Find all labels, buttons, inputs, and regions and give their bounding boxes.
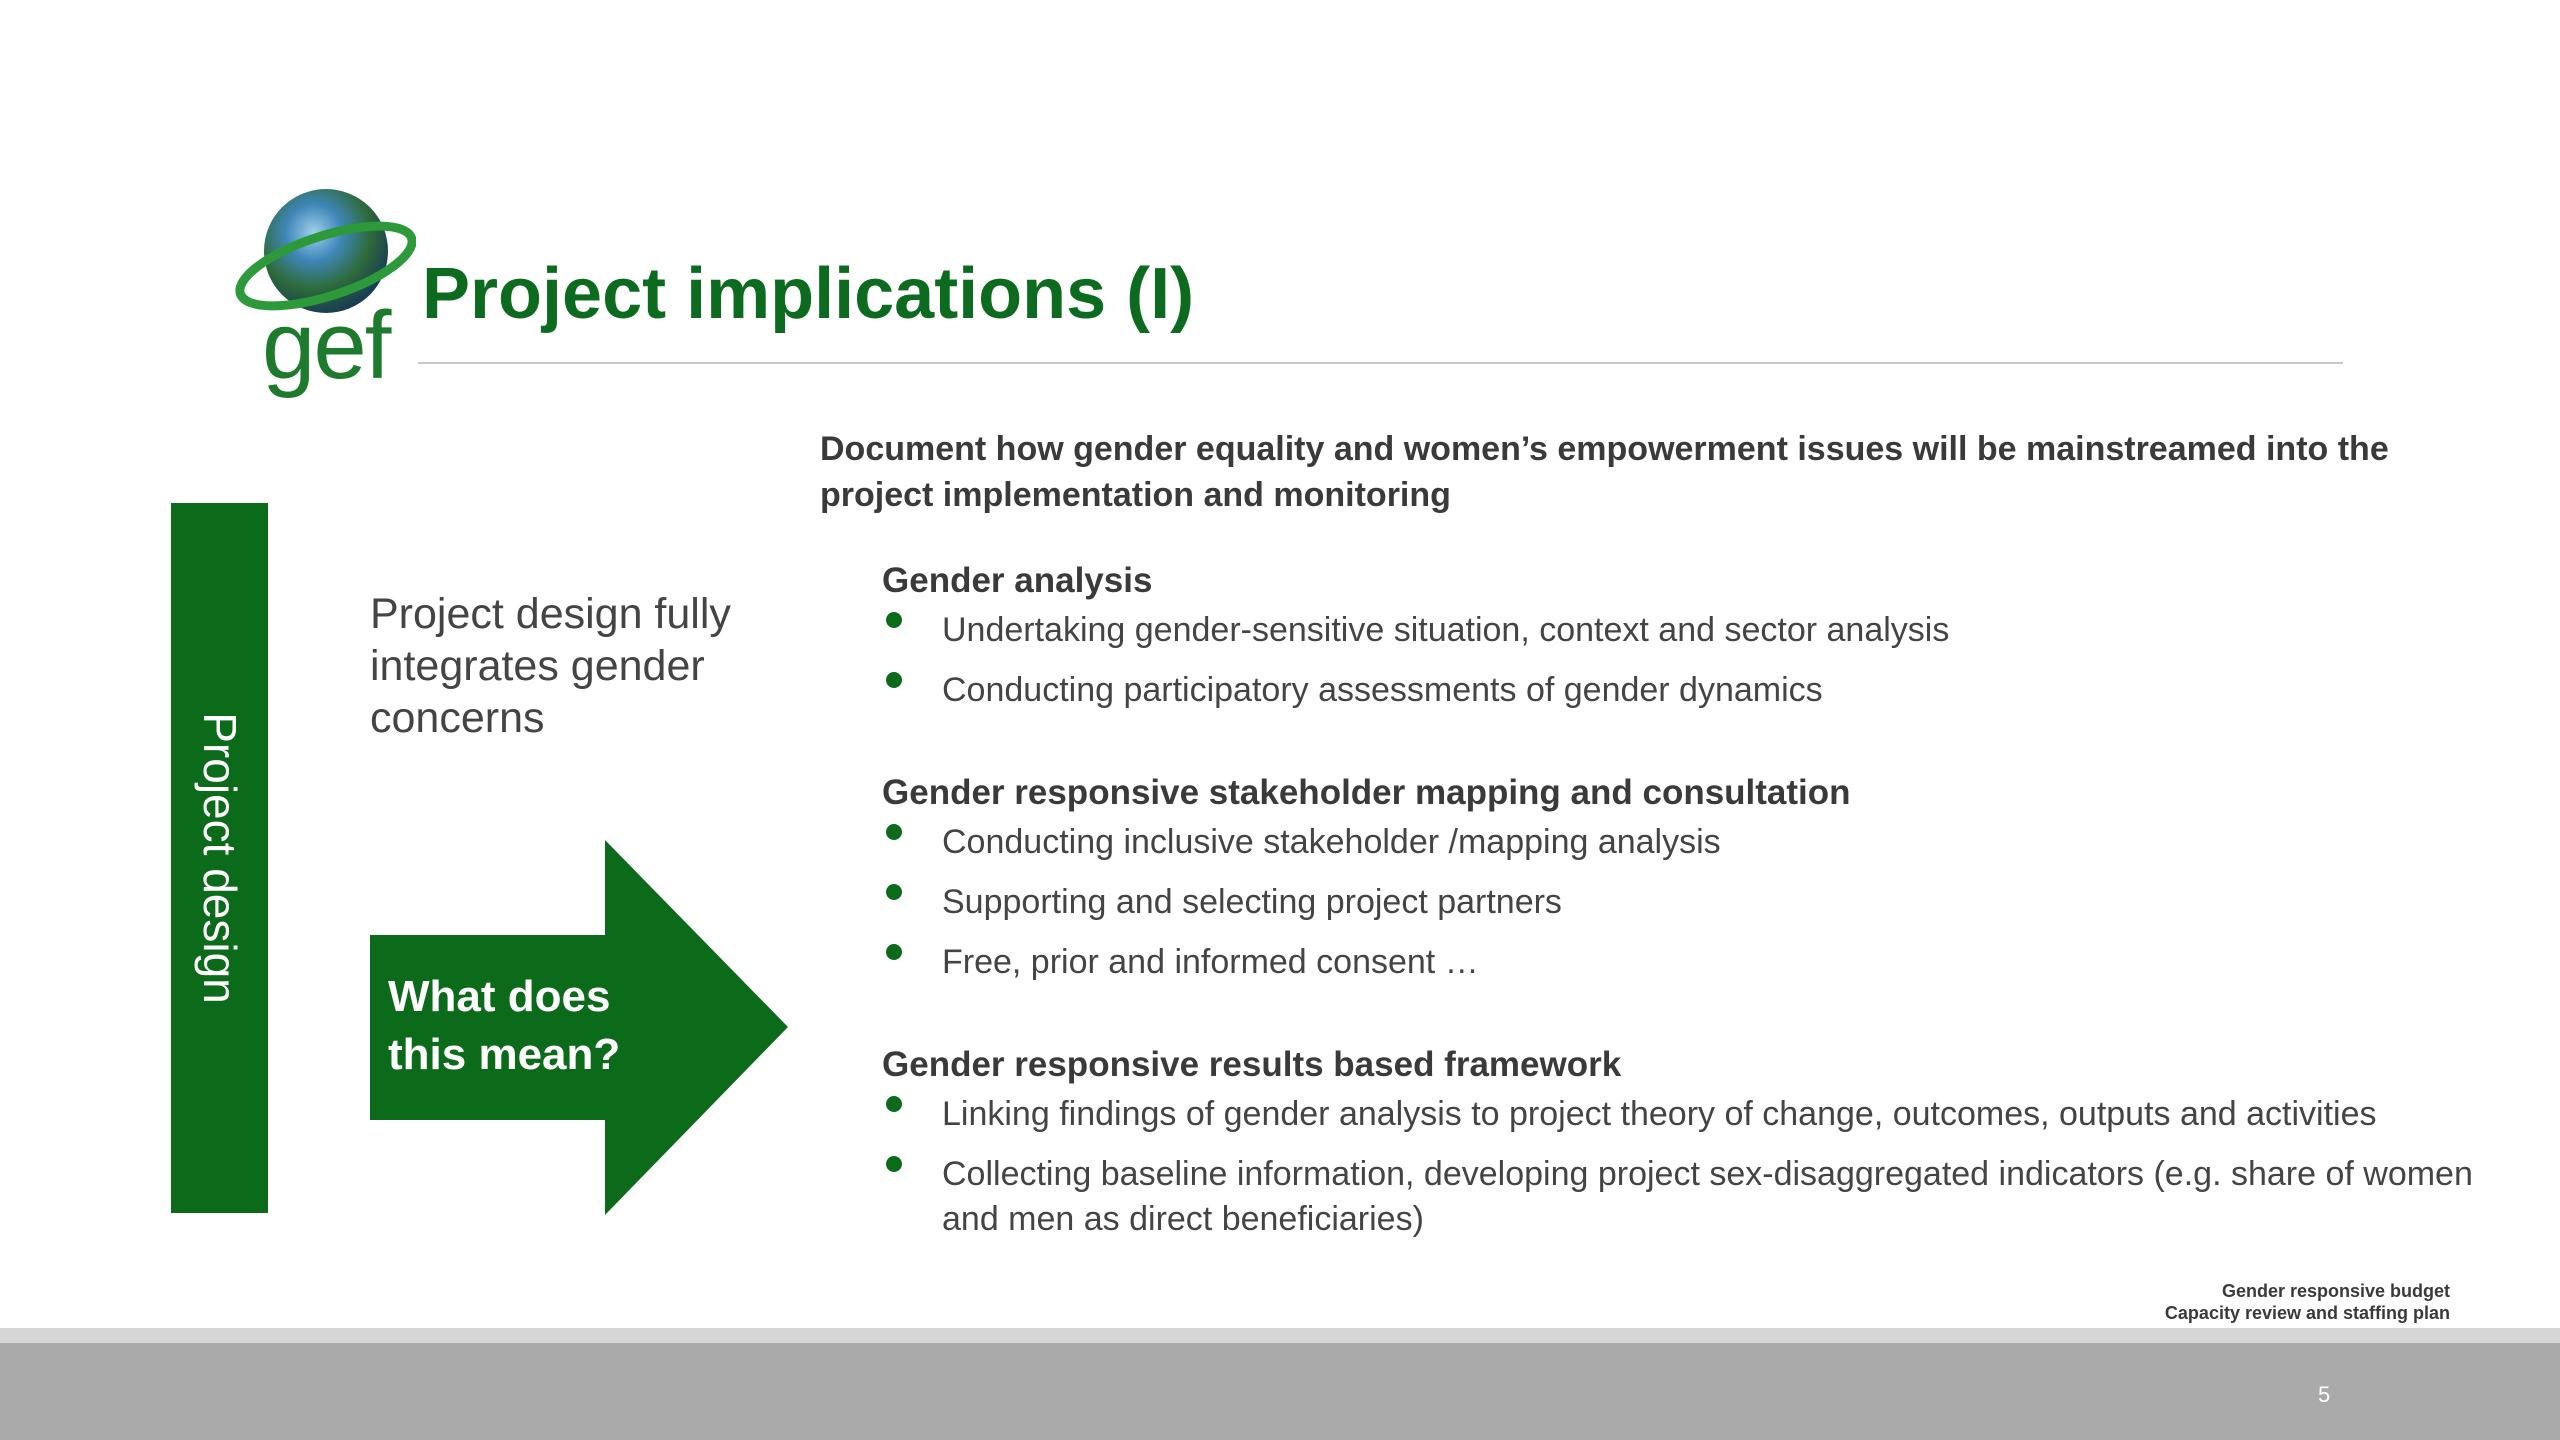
- list-item-text: Collecting baseline information, developing project sex-disaggregated indicators (e.g. share of women and men as direct beneficiaries): [942, 1155, 2473, 1238]
- list-item-text: Free, prior and informed consent …: [942, 943, 1479, 981]
- title-divider: [418, 362, 2343, 364]
- arrow-label: What does this mean?: [388, 972, 621, 1079]
- section-heading: Gender analysis: [882, 561, 1153, 600]
- bullet-icon: [886, 612, 902, 628]
- section-heading: Gender responsive results based framework: [882, 1045, 1622, 1084]
- bullet-icon: [886, 824, 902, 840]
- bullet-icon: [886, 884, 902, 900]
- bullet-icon: [886, 1096, 902, 1112]
- list-item: [882, 940, 2502, 985]
- bullet-icon: [886, 672, 902, 688]
- logo-text: gef: [262, 292, 390, 399]
- left-description: Project design fully integrates gender concerns: [370, 590, 731, 742]
- footer-bar: [0, 1328, 2560, 1440]
- sidebar-band: [171, 503, 268, 1213]
- footnote-line: Gender responsive budget: [2221, 1281, 2450, 1301]
- list-item-text: Linking findings of gender analysis to project theory of change, outcomes, outputs and activities: [942, 1095, 2377, 1133]
- bullet-icon: [886, 1156, 902, 1172]
- page-title: Project implications (I): [422, 254, 1195, 334]
- section-gender-analysis: [882, 558, 2502, 728]
- footnote-line: Capacity review and staffing plan: [2164, 1303, 2450, 1323]
- list-item: [882, 880, 2502, 925]
- section-stakeholder-mapping: [882, 770, 2502, 1000]
- list-item-text: Supporting and selecting project partners: [942, 883, 1562, 921]
- list-item: [882, 1092, 2502, 1137]
- list-item-text: Undertaking gender-sensitive situation, context and sector analysis: [942, 611, 1950, 649]
- list-item-text: Conducting participatory assessments of gender dynamics: [942, 671, 1823, 709]
- page-number: 5: [2318, 1382, 2331, 1407]
- footer-highlight: [0, 1328, 2560, 1343]
- bullet-icon: [886, 944, 902, 960]
- footnotes: [2165, 1280, 2450, 1324]
- section-heading: Gender responsive stakeholder mapping and consultation: [882, 773, 1851, 812]
- list-item: [882, 1152, 2502, 1242]
- list-item-text: Conducting inclusive stakeholder /mapping analysis: [942, 823, 1721, 861]
- list-item: [882, 608, 2502, 653]
- list-item: [882, 820, 2502, 865]
- sidebar-label: Project design: [193, 712, 246, 1004]
- list-item: [882, 668, 2502, 713]
- intro-text: Document how gender equality and women’s empowerment issues will be mainstreamed into the project implementation and monitoring: [820, 430, 2389, 514]
- section-results-framework: [882, 1042, 2502, 1257]
